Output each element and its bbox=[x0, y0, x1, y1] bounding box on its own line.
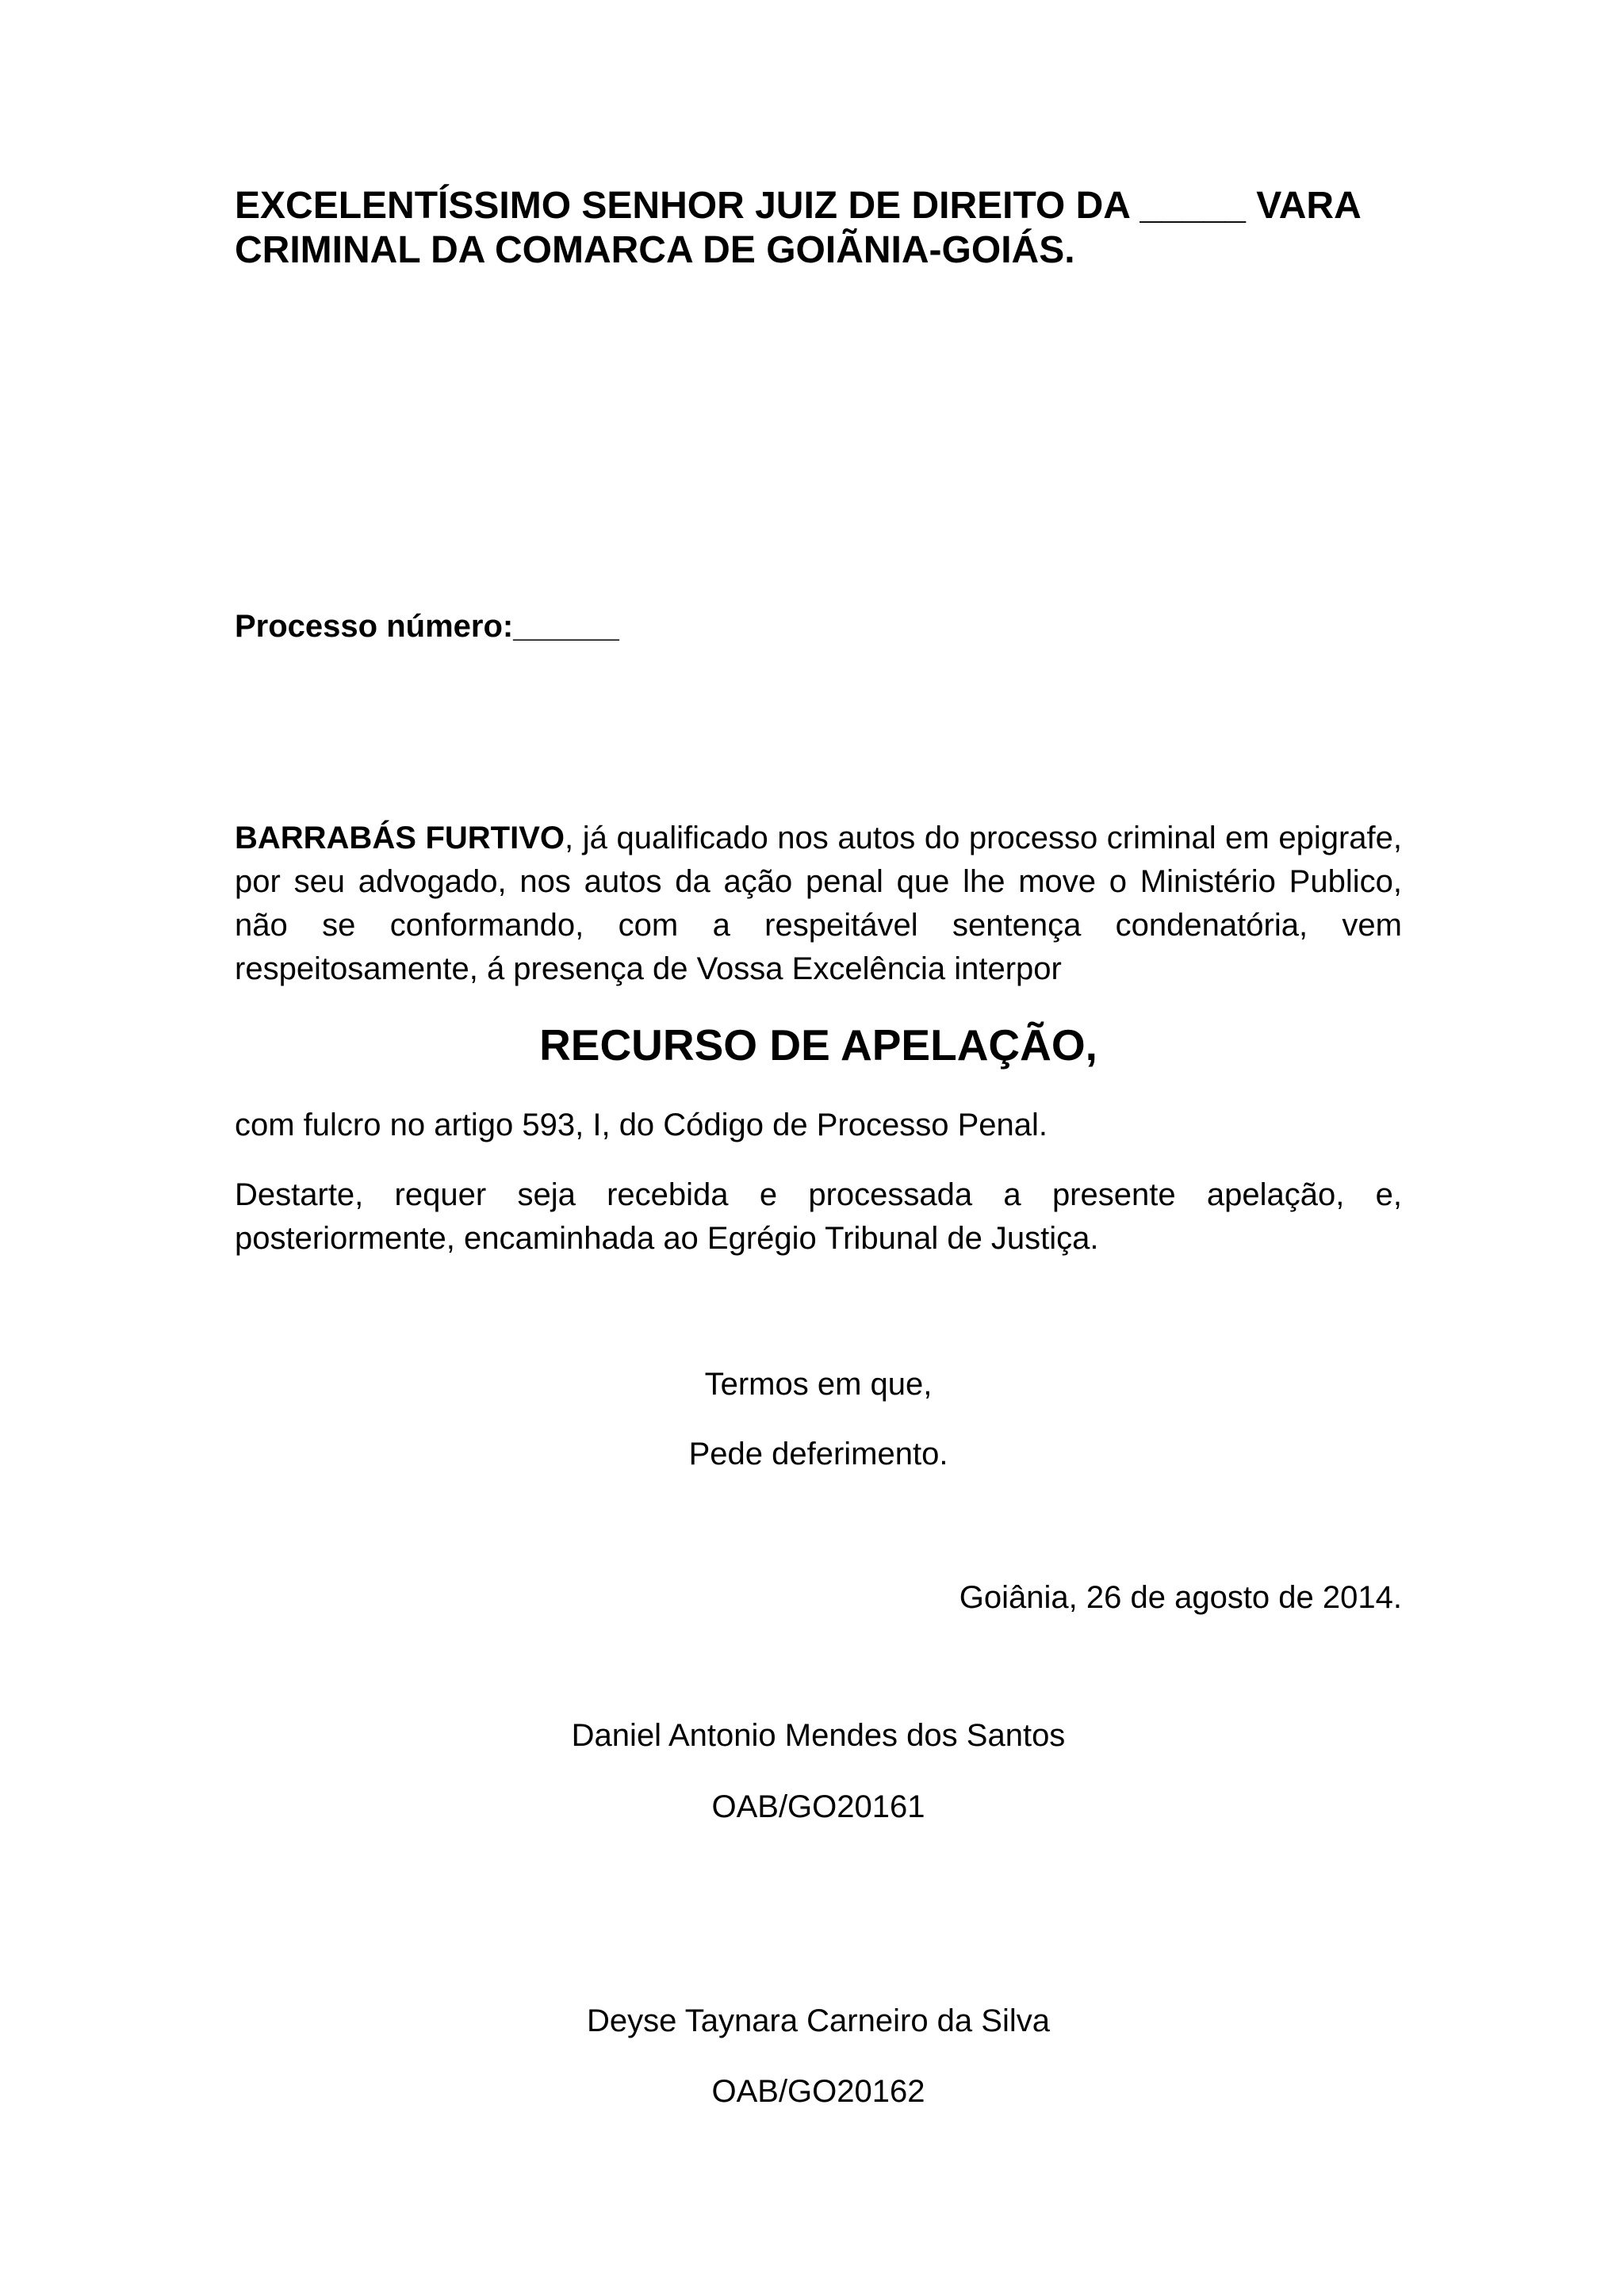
signatory-oab: OAB/GO20162 bbox=[711, 2074, 925, 2109]
request-paragraph: Destarte, requer seja recebida e processada a presente apelação, e, posteriormente, encaminhada ao Egrégio Tribunal de Justiça. bbox=[235, 1177, 1402, 1256]
signatory-oab: OAB/GO20161 bbox=[711, 1789, 925, 1824]
addressee-header bbox=[235, 184, 1402, 273]
intro-paragraph bbox=[235, 817, 1402, 991]
closing-line-2: Pede deferimento. bbox=[688, 1437, 948, 1471]
addressee-line-1: EXCELENTÍSSIMO SENHOR JUIZ DE DIREITO DA _____ VARA bbox=[235, 185, 1362, 227]
intro-text: , já qualificado nos autos do processo criminal em epigrafe, por seu advogado, nos autos da ação penal que lhe move o Ministério Publico, não se conformando, com a respeitável sentença condenatória, vem respeitosamente, á presença de Vossa Excelência interpor bbox=[235, 821, 1402, 986]
process-number: Processo número:______ bbox=[235, 609, 619, 644]
addressee-line-2: CRIMINAL DA COMARCA DE GOIÃNIA-GOIÁS. bbox=[235, 229, 1075, 271]
document-title: RECURSO DE APELAÇÃO, bbox=[539, 1020, 1097, 1070]
legal-basis-paragraph: com fulcro no artigo 593, I, do Código de Processo Penal. bbox=[235, 1108, 1048, 1142]
closing-line-1: Termos em que, bbox=[704, 1367, 933, 1402]
signatory-name: Deyse Taynara Carneiro da Silva bbox=[586, 2003, 1050, 2038]
place-date: Goiânia, 26 de agosto de 2014. bbox=[959, 1580, 1402, 1615]
signatory-name: Daniel Antonio Mendes dos Santos bbox=[571, 1718, 1066, 1753]
party-name: BARRABÁS FURTIVO bbox=[235, 821, 565, 855]
